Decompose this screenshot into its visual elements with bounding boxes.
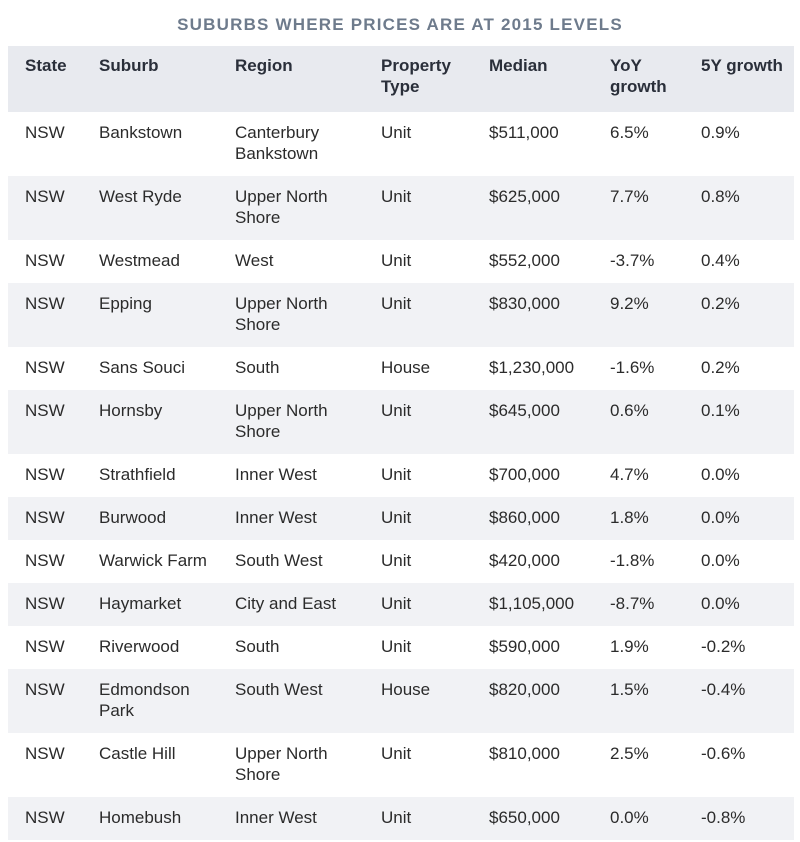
- cell-median: $810,000: [489, 744, 560, 763]
- cell-yoy-growth: 1.8%: [610, 508, 649, 527]
- cell-yoy-growth: 6.5%: [610, 123, 649, 142]
- cell-5y-growth: 0.0%: [701, 508, 740, 527]
- table-row: [8, 112, 794, 176]
- cell-suburb: Westmead: [99, 251, 180, 270]
- cell-state: NSW: [25, 637, 65, 656]
- cell-state: NSW: [25, 508, 65, 527]
- table-row: [8, 454, 794, 497]
- table-header: [8, 46, 794, 112]
- cell-region: Inner West: [235, 508, 317, 527]
- cell-state: NSW: [25, 123, 65, 142]
- cell-suburb: Sans Souci: [99, 358, 185, 377]
- cell-suburb: Hornsby: [99, 401, 163, 420]
- column-header-property-type: Property Type: [381, 56, 451, 96]
- cell-state: NSW: [25, 465, 65, 484]
- table-row: [8, 669, 794, 733]
- cell-yoy-growth: 0.6%: [610, 401, 649, 420]
- cell-suburb: Epping: [99, 294, 152, 313]
- cell-yoy-growth: 0.0%: [610, 808, 649, 827]
- cell-yoy-growth: -1.6%: [610, 358, 655, 377]
- cell-median: $420,000: [489, 551, 560, 570]
- cell-state: NSW: [25, 294, 65, 313]
- cell-property-type: Unit: [381, 465, 412, 484]
- cell-state: NSW: [25, 187, 65, 206]
- cell-5y-growth: 0.9%: [701, 123, 740, 142]
- cell-region: West: [235, 251, 274, 270]
- column-header-suburb: Suburb: [99, 56, 159, 75]
- cell-region: South West: [235, 680, 323, 699]
- cell-property-type: House: [381, 358, 431, 377]
- cell-property-type: Unit: [381, 637, 412, 656]
- cell-yoy-growth: 1.5%: [610, 680, 649, 699]
- cell-region: Upper North Shore: [235, 294, 328, 334]
- cell-5y-growth: -0.2%: [701, 637, 746, 656]
- cell-region: Upper North Shore: [235, 187, 328, 227]
- cell-region: Inner West: [235, 808, 317, 827]
- cell-property-type: House: [381, 680, 431, 699]
- cell-median: $1,105,000: [489, 594, 575, 613]
- cell-state: NSW: [25, 401, 65, 420]
- cell-suburb: Strathfield: [99, 465, 176, 484]
- table-row: [8, 176, 794, 240]
- cell-property-type: Unit: [381, 123, 412, 142]
- cell-suburb: Bankstown: [99, 123, 183, 142]
- cell-median: $830,000: [489, 294, 560, 313]
- cell-property-type: Unit: [381, 187, 412, 206]
- cell-region: Upper North Shore: [235, 744, 328, 784]
- cell-property-type: Unit: [381, 251, 412, 270]
- table-row: [8, 626, 794, 669]
- cell-5y-growth: -0.4%: [701, 680, 746, 699]
- cell-median: $820,000: [489, 680, 560, 699]
- table-row: [8, 390, 794, 454]
- cell-5y-growth: 0.0%: [701, 594, 740, 613]
- cell-property-type: Unit: [381, 594, 412, 613]
- table-body: [8, 112, 794, 840]
- table-row: [8, 797, 794, 840]
- cell-region: Canterbury Bankstown: [235, 123, 320, 163]
- header-row: [8, 46, 794, 112]
- cell-5y-growth: 0.1%: [701, 401, 740, 420]
- cell-property-type: Unit: [381, 508, 412, 527]
- cell-5y-growth: 0.2%: [701, 294, 740, 313]
- cell-suburb: Burwood: [99, 508, 167, 527]
- cell-property-type: Unit: [381, 551, 412, 570]
- cell-5y-growth: 0.0%: [701, 465, 740, 484]
- cell-region: Upper North Shore: [235, 401, 328, 441]
- cell-median: $552,000: [489, 251, 560, 270]
- cell-median: $700,000: [489, 465, 560, 484]
- cell-property-type: Unit: [381, 294, 412, 313]
- cell-5y-growth: -0.6%: [701, 744, 746, 763]
- cell-suburb: Castle Hill: [99, 744, 176, 763]
- cell-suburb: Warwick Farm: [99, 551, 207, 570]
- cell-state: NSW: [25, 551, 65, 570]
- cell-yoy-growth: 7.7%: [610, 187, 649, 206]
- cell-suburb: Edmondson Park: [99, 680, 190, 720]
- cell-5y-growth: 0.2%: [701, 358, 740, 377]
- cell-suburb: Riverwood: [99, 637, 180, 656]
- cell-property-type: Unit: [381, 808, 412, 827]
- cell-region: South: [235, 637, 280, 656]
- cell-yoy-growth: -8.7%: [610, 594, 655, 613]
- cell-suburb: Haymarket: [99, 594, 182, 613]
- cell-yoy-growth: 1.9%: [610, 637, 649, 656]
- column-header-yoy-growth: YoY growth: [610, 56, 667, 96]
- cell-yoy-growth: 4.7%: [610, 465, 649, 484]
- cell-state: NSW: [25, 808, 65, 827]
- cell-median: $511,000: [489, 123, 559, 142]
- cell-state: NSW: [25, 594, 65, 613]
- cell-median: $1,230,000: [489, 358, 575, 377]
- cell-5y-growth: 0.4%: [701, 251, 740, 270]
- cell-state: NSW: [25, 358, 65, 377]
- column-header-median: Median: [489, 56, 548, 75]
- cell-state: NSW: [25, 744, 65, 763]
- cell-median: $625,000: [489, 187, 560, 206]
- column-header-state: State: [25, 56, 67, 75]
- cell-region: City and East: [235, 594, 337, 613]
- cell-5y-growth: 0.0%: [701, 551, 740, 570]
- table-row: [8, 733, 794, 797]
- cell-region: South West: [235, 551, 323, 570]
- cell-property-type: Unit: [381, 401, 412, 420]
- table-row: [8, 283, 794, 347]
- table-row: [8, 240, 794, 283]
- cell-state: NSW: [25, 251, 65, 270]
- table-row: [8, 497, 794, 540]
- cell-5y-growth: -0.8%: [701, 808, 746, 827]
- cell-yoy-growth: 2.5%: [610, 744, 649, 763]
- cell-median: $860,000: [489, 508, 560, 527]
- column-header-region: Region: [235, 56, 293, 75]
- table-title: SUBURBS WHERE PRICES ARE AT 2015 LEVELS: [177, 15, 623, 34]
- cell-yoy-growth: -3.7%: [610, 251, 655, 270]
- cell-region: South: [235, 358, 280, 377]
- cell-yoy-growth: 9.2%: [610, 294, 649, 313]
- suburb-price-table: [8, 46, 794, 840]
- cell-5y-growth: 0.8%: [701, 187, 740, 206]
- table-row: [8, 347, 794, 390]
- cell-median: $650,000: [489, 808, 560, 827]
- cell-suburb: West Ryde: [99, 187, 182, 206]
- cell-state: NSW: [25, 680, 65, 699]
- cell-property-type: Unit: [381, 744, 412, 763]
- table-row: [8, 583, 794, 626]
- cell-yoy-growth: -1.8%: [610, 551, 655, 570]
- cell-median: $590,000: [489, 637, 560, 656]
- cell-suburb: Homebush: [99, 808, 182, 827]
- cell-region: Inner West: [235, 465, 317, 484]
- column-header-5y-growth: 5Y growth: [701, 56, 783, 75]
- cell-median: $645,000: [489, 401, 560, 420]
- table-row: [8, 540, 794, 583]
